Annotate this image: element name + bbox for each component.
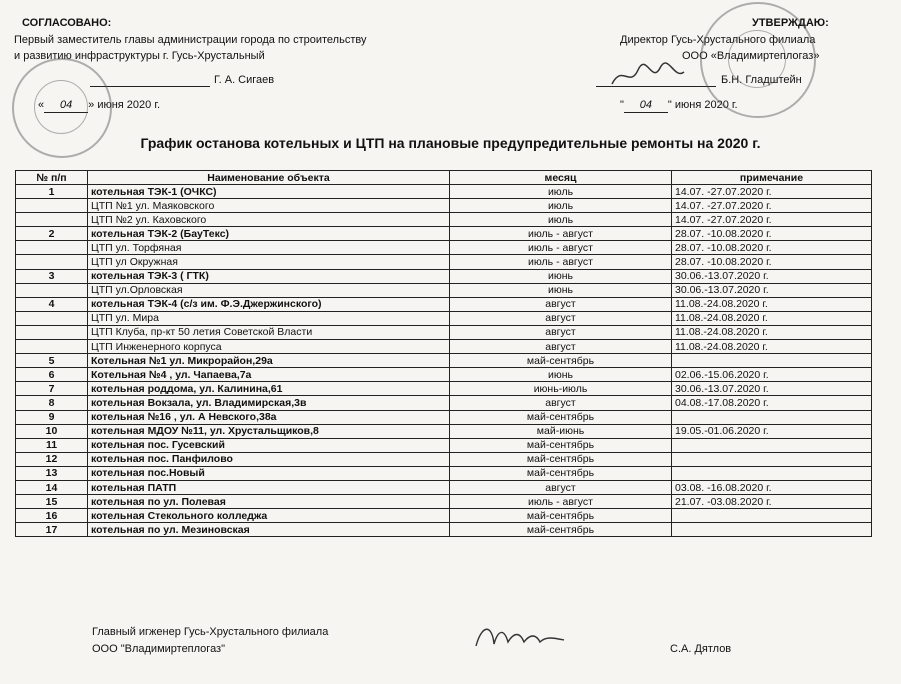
month-cell: август bbox=[450, 396, 672, 410]
month-cell: июль - август bbox=[450, 255, 672, 269]
month-cell: август bbox=[450, 340, 672, 354]
row-number bbox=[16, 311, 88, 325]
table-row bbox=[16, 199, 872, 213]
approval-left-date-day: 04 bbox=[44, 98, 88, 113]
table-row bbox=[16, 452, 872, 466]
note-cell: 11.08.-24.08.2020 г. bbox=[672, 325, 872, 339]
approval-right-line1: Директор Гусь-Хрустального филиала bbox=[620, 34, 816, 46]
table-row bbox=[16, 354, 872, 368]
object-name: котельная МДОУ №11, ул. Хрустальщиков,8 bbox=[88, 424, 450, 438]
object-name: котельная ПАТП bbox=[88, 480, 450, 494]
note-cell: 11.08.-24.08.2020 г. bbox=[672, 340, 872, 354]
month-cell: июнь-июль bbox=[450, 382, 672, 396]
object-name: котельная роддома, ул. Калинина,61 bbox=[88, 382, 450, 396]
header-name: Наименование объекта bbox=[88, 171, 450, 185]
row-number bbox=[16, 283, 88, 297]
document-title: График останова котельных и ЦТП на плановые предупредительные ремонты на 2020 г. bbox=[140, 135, 761, 151]
row-number: 6 bbox=[16, 368, 88, 382]
row-number: 13 bbox=[16, 466, 88, 480]
object-name: ЦТП ул. Торфяная bbox=[88, 241, 450, 255]
row-number: 1 bbox=[16, 185, 88, 199]
note-cell bbox=[672, 410, 872, 424]
row-number: 16 bbox=[16, 509, 88, 523]
approval-right-date: " 04 " июня 2020 г. bbox=[620, 99, 738, 111]
table-row bbox=[16, 269, 872, 283]
table-row bbox=[16, 438, 872, 452]
month-cell: июль - август bbox=[450, 227, 672, 241]
month-cell: июнь bbox=[450, 283, 672, 297]
approval-right-date-day: 04 bbox=[624, 98, 668, 113]
row-number: 3 bbox=[16, 269, 88, 283]
table-row bbox=[16, 466, 872, 480]
note-cell: 30.06.-13.07.2020 г. bbox=[672, 283, 872, 297]
table-row bbox=[16, 241, 872, 255]
object-name: ЦТП №1 ул. Маяковского bbox=[88, 199, 450, 213]
object-name: котельная ТЭК-3 ( ГТК) bbox=[88, 269, 450, 283]
object-name: котельная по ул. Мезиновская bbox=[88, 523, 450, 537]
note-cell: 11.08.-24.08.2020 г. bbox=[672, 297, 872, 311]
object-name: Котельная №4 , ул. Чапаева,7а bbox=[88, 368, 450, 382]
object-name: ЦТП ул. Мира bbox=[88, 311, 450, 325]
object-name: котельная Вокзала, ул. Владимирская,3в bbox=[88, 396, 450, 410]
object-name: ЦТП ул.Орловская bbox=[88, 283, 450, 297]
table-row bbox=[16, 325, 872, 339]
month-cell: август bbox=[450, 297, 672, 311]
row-number: 2 bbox=[16, 227, 88, 241]
row-number bbox=[16, 241, 88, 255]
approval-left-date: « 04 » июня 2020 г. bbox=[38, 99, 161, 111]
note-cell bbox=[672, 438, 872, 452]
object-name: ЦТП №2 ул. Каховского bbox=[88, 213, 450, 227]
approval-right-signer: Б.Н. Гладштейн bbox=[721, 74, 802, 86]
table-row bbox=[16, 509, 872, 523]
row-number: 7 bbox=[16, 382, 88, 396]
table-row bbox=[16, 255, 872, 269]
table-row bbox=[16, 213, 872, 227]
note-cell bbox=[672, 523, 872, 537]
header-note: примечание bbox=[672, 171, 872, 185]
table-row bbox=[16, 424, 872, 438]
table-row bbox=[16, 480, 872, 494]
row-number: 4 bbox=[16, 297, 88, 311]
header-num: № п/п bbox=[16, 171, 88, 185]
note-cell: 14.07. -27.07.2020 г. bbox=[672, 213, 872, 227]
row-number: 9 bbox=[16, 410, 88, 424]
stamp-right-inner-icon bbox=[728, 30, 786, 88]
month-cell: июль bbox=[450, 213, 672, 227]
signature-footer-icon bbox=[470, 616, 570, 656]
object-name: Котельная №1 ул. Микрорайон,29а bbox=[88, 354, 450, 368]
object-name: котельная пос. Панфилово bbox=[88, 452, 450, 466]
note-cell: 30.06.-13.07.2020 г. bbox=[672, 382, 872, 396]
approval-right-line2: ООО «Владимиртеплогаз» bbox=[682, 50, 820, 62]
schedule-table-body bbox=[16, 185, 872, 537]
object-name: котельная Стекольного колледжа bbox=[88, 509, 450, 523]
month-cell: июль bbox=[450, 199, 672, 213]
table-row bbox=[16, 185, 872, 199]
footer-signer: С.А. Дятлов bbox=[670, 643, 732, 655]
note-cell: 28.07. -10.08.2020 г. bbox=[672, 241, 872, 255]
note-cell: 28.07. -10.08.2020 г. bbox=[672, 227, 872, 241]
schedule-table bbox=[15, 170, 872, 537]
note-cell bbox=[672, 509, 872, 523]
object-name: котельная №16 , ул. А Невского,38а bbox=[88, 410, 450, 424]
approval-left-signer: Г. А. Сигаев bbox=[214, 74, 275, 86]
footer-line2: ООО "Владимиртеплогаз" bbox=[92, 643, 226, 655]
approval-right-heading: УТВЕРЖДАЮ: bbox=[752, 17, 829, 29]
month-cell: май-сентябрь bbox=[450, 523, 672, 537]
month-cell: август bbox=[450, 311, 672, 325]
row-number: 14 bbox=[16, 480, 88, 494]
row-number: 17 bbox=[16, 523, 88, 537]
note-cell: 14.07. -27.07.2020 г. bbox=[672, 185, 872, 199]
header-month: месяц bbox=[450, 171, 672, 185]
object-name: ЦТП Инженерного корпуса bbox=[88, 340, 450, 354]
note-cell: 04.08.-17.08.2020 г. bbox=[672, 396, 872, 410]
note-cell: 30.06.-13.07.2020 г. bbox=[672, 269, 872, 283]
approval-left-line1: Первый заместитель главы администрации города по строительству bbox=[14, 34, 367, 46]
month-cell: июль - август bbox=[450, 495, 672, 509]
month-cell: май-сентябрь bbox=[450, 410, 672, 424]
month-cell: июль bbox=[450, 185, 672, 199]
row-number: 15 bbox=[16, 495, 88, 509]
row-number: 10 bbox=[16, 424, 88, 438]
footer-line1: Главный игженер Гусь-Хрустального филиала bbox=[92, 626, 329, 638]
note-cell: 14.07. -27.07.2020 г. bbox=[672, 199, 872, 213]
object-name: котельная по ул. Полевая bbox=[88, 495, 450, 509]
object-name: котельная ТЭК-4 (с/з им. Ф.Э.Джержинского) bbox=[88, 297, 450, 311]
month-cell: июнь bbox=[450, 368, 672, 382]
approval-left-heading: СОГЛАСОВАНО: bbox=[22, 17, 112, 29]
month-cell: май-сентябрь bbox=[450, 509, 672, 523]
month-cell: май-сентябрь bbox=[450, 466, 672, 480]
object-name: котельная ТЭК-1 (ОЧКС) bbox=[88, 185, 450, 199]
note-cell: 11.08.-24.08.2020 г. bbox=[672, 311, 872, 325]
table-row bbox=[16, 410, 872, 424]
row-number: 8 bbox=[16, 396, 88, 410]
table-row bbox=[16, 523, 872, 537]
row-number: 5 bbox=[16, 354, 88, 368]
row-number bbox=[16, 340, 88, 354]
table-row bbox=[16, 283, 872, 297]
row-number: 12 bbox=[16, 452, 88, 466]
object-name: котельная ТЭК-2 (БауТекс) bbox=[88, 227, 450, 241]
signature-line-left bbox=[90, 86, 210, 87]
table-row bbox=[16, 495, 872, 509]
month-cell: май-сентябрь bbox=[450, 438, 672, 452]
table-row bbox=[16, 396, 872, 410]
month-cell: май-сентябрь bbox=[450, 452, 672, 466]
row-number bbox=[16, 255, 88, 269]
note-cell bbox=[672, 466, 872, 480]
approval-left-date-rest: июня 2020 г. bbox=[97, 99, 161, 111]
table-header-row bbox=[16, 171, 872, 185]
note-cell: 19.05.-01.06.2020 г. bbox=[672, 424, 872, 438]
month-cell: май-сентябрь bbox=[450, 354, 672, 368]
table-row bbox=[16, 340, 872, 354]
stamp-left-inner-icon bbox=[34, 80, 88, 134]
table-row bbox=[16, 382, 872, 396]
table-row bbox=[16, 297, 872, 311]
month-cell: июль - август bbox=[450, 241, 672, 255]
object-name: котельная пос. Гусевский bbox=[88, 438, 450, 452]
row-number bbox=[16, 199, 88, 213]
note-cell: 28.07. -10.08.2020 г. bbox=[672, 255, 872, 269]
note-cell: 21.07. -03.08.2020 г. bbox=[672, 495, 872, 509]
row-number bbox=[16, 325, 88, 339]
month-cell: май-июнь bbox=[450, 424, 672, 438]
object-name: ЦТП Клуба, пр-кт 50 летия Советской Власти bbox=[88, 325, 450, 339]
table-row bbox=[16, 368, 872, 382]
month-cell: август bbox=[450, 325, 672, 339]
object-name: котельная пос.Новый bbox=[88, 466, 450, 480]
month-cell: август bbox=[450, 480, 672, 494]
note-cell: 03.08. -16.08.2020 г. bbox=[672, 480, 872, 494]
note-cell bbox=[672, 452, 872, 466]
approval-left-line2: и развитию инфраструктуры г. Гусь-Хрустальный bbox=[14, 50, 265, 62]
month-cell: июнь bbox=[450, 269, 672, 283]
object-name: ЦТП ул Окружная bbox=[88, 255, 450, 269]
row-number: 11 bbox=[16, 438, 88, 452]
row-number bbox=[16, 213, 88, 227]
approval-right-date-rest: июня 2020 г. bbox=[674, 99, 738, 111]
note-cell bbox=[672, 354, 872, 368]
signature-right-icon bbox=[608, 58, 688, 92]
table-row bbox=[16, 311, 872, 325]
note-cell: 02.06.-15.06.2020 г. bbox=[672, 368, 872, 382]
table-row bbox=[16, 227, 872, 241]
